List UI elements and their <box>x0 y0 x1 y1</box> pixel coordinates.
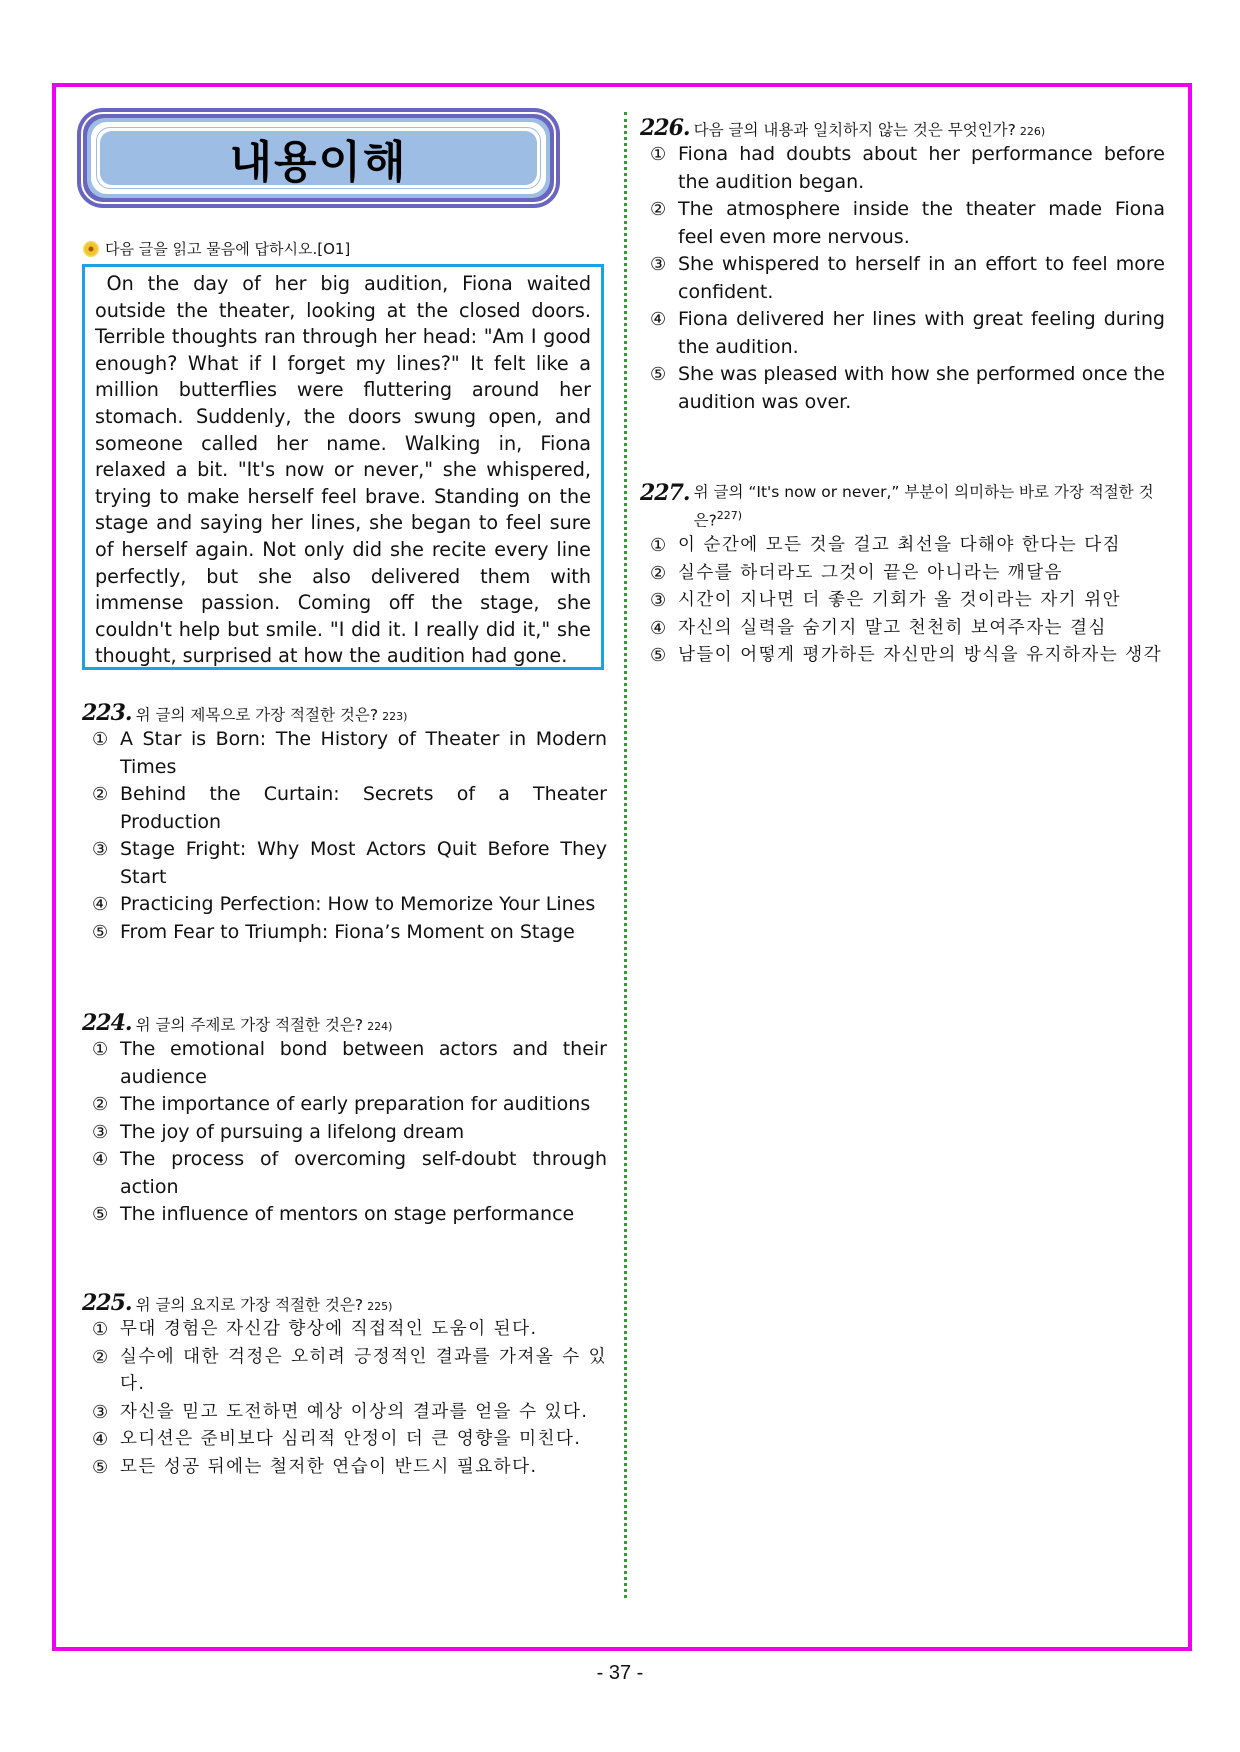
option-1[interactable]: ① A Star is Born: The History of Theater in Modern Times <box>92 728 607 778</box>
option-5[interactable]: ⑤ She was pleased with how she performed once the audition was over. <box>650 363 1165 413</box>
question-prompt: 위 글의 제목으로 가장 적절한 것은? <box>135 706 379 724</box>
question-224 <box>82 1010 607 1229</box>
option-5[interactable]: ⑤ 남들이 어떻게 평가하든 자신만의 방식을 유지하자는 생각 <box>650 645 1163 667</box>
option-5[interactable]: ⑤ From Fear to Triumph: Fiona’s Moment on Stage <box>92 920 575 943</box>
footnote-ref: 224) <box>367 1020 393 1033</box>
option-1[interactable]: ① 이 순간에 모든 것을 걸고 최선을 다해야 한다는 다짐 <box>650 535 1122 557</box>
option-4[interactable]: ④ 자신의 실력을 숨기지 말고 천천히 보여주자는 결심 <box>650 617 1107 639</box>
column-divider <box>624 112 627 1598</box>
reading-passage <box>82 264 604 670</box>
option-1[interactable]: ① 무대 경험은 자신감 향상에 직접적인 도움이 된다. <box>92 1319 538 1340</box>
question-prompt: 다음 글의 내용과 일치하지 않는 것은 무엇인가? <box>693 121 1016 139</box>
footnote-ref: 226) <box>1019 125 1046 138</box>
passage-text: On the day of her big audition, Fiona waited outside the theater, looking at the closed doors. Terrible thoughts ran through her head: "Am I good enough? What if I forget my lines?" It felt like a million butterflies were fluttering around her stomach. Suddenly, the doors swung open, and someone called her name. Walking in, Fiona relaxed a bit. "It's now or never," she whispered, trying to make herself feel brave. Standing on the stage and saying her lines, she began to feel sure of herself again. Not only did she recite every line perfectly, but she also delivered them with immense passion. Coming off the stage, she couldn't help but smile. "I did it. I really did it," she thought, surprised at how the audition had gone. <box>95 272 591 668</box>
section-title-banner <box>77 108 560 208</box>
page-number: - 37 - <box>596 1662 644 1684</box>
question-227 <box>640 480 1165 670</box>
option-2[interactable]: ② 실수를 하더라도 그것이 끝은 아니라는 깨달음 <box>650 562 1064 584</box>
question-number: 227. <box>640 480 690 506</box>
option-4[interactable]: ④ Practicing Perfection: How to Memorize Your Lines <box>92 893 596 915</box>
option-1[interactable]: ① The emotional bond between actors and their audience <box>92 1038 607 1088</box>
flower-bullet-icon <box>83 241 99 257</box>
question-225 <box>82 1290 607 1481</box>
question-prompt: 위 글의 주제로 가장 적절한 것은? <box>135 1016 364 1034</box>
section-title: 내용이해 <box>229 137 408 188</box>
option-3[interactable]: ③ She whispered to herself in an effort to feel more confident. <box>650 253 1165 303</box>
option-2[interactable]: ② 실수에 대한 걱정은 오히려 긍정적인 결과를 가져올 수 있다. <box>92 1346 607 1394</box>
footnote-ref: 227) <box>716 509 743 522</box>
option-4[interactable]: ④ Fiona delivered her lines with great feeling during the audition. <box>650 308 1165 358</box>
option-3[interactable]: ③ Stage Fright: Why Most Actors Quit Before They Start <box>92 838 607 888</box>
option-4[interactable]: ④ 오디션은 준비보다 심리적 안정이 더 큰 영향을 미친다. <box>92 1429 582 1450</box>
option-4[interactable]: ④ The process of overcoming self-doubt through action <box>92 1148 607 1198</box>
question-223 <box>82 700 607 946</box>
question-number: 224. <box>82 1010 132 1036</box>
option-3[interactable]: ③ 자신을 믿고 도전하면 예상 이상의 결과를 얻을 수 있다. <box>92 1401 589 1423</box>
instruction-line <box>83 238 350 259</box>
option-5[interactable]: ⑤ The influence of mentors on stage performance <box>92 1203 575 1225</box>
question-226 <box>640 115 1165 416</box>
option-3[interactable]: ③ The joy of pursuing a lifelong dream <box>92 1120 465 1143</box>
footnote-ref: 223) <box>382 710 408 723</box>
option-1[interactable]: ① Fiona had doubts about her performance before the audition began. <box>650 143 1165 193</box>
question-number: 223. <box>82 700 132 726</box>
option-2[interactable]: ② Behind the Curtain: Secrets of a Theater Production <box>92 783 607 833</box>
option-5[interactable]: ⑤ 모든 성공 뒤에는 철저한 연습이 반드시 필요하다. <box>92 1456 538 1478</box>
instruction-text: 다음 글을 읽고 물음에 답하시오.[O1] <box>105 240 351 258</box>
option-2[interactable]: ② The atmosphere inside the theater made Fiona feel even more nervous. <box>650 198 1165 248</box>
question-prompt: 위 글의 요지로 가장 적절한 것은? <box>135 1296 364 1314</box>
option-3[interactable]: ③ 시간이 지나면 더 좋은 기회가 올 것이라는 자기 위안 <box>650 590 1122 612</box>
option-2[interactable]: ② The importance of early preparation for auditions <box>92 1093 591 1115</box>
question-number: 226. <box>640 115 690 141</box>
question-prompt: 위 글의 “It's now or never,” 부분이 의미하는 바로 가장 적절한 것은? <box>693 483 1154 530</box>
footnote-ref: 225) <box>367 1300 393 1313</box>
question-number: 225. <box>82 1290 132 1316</box>
